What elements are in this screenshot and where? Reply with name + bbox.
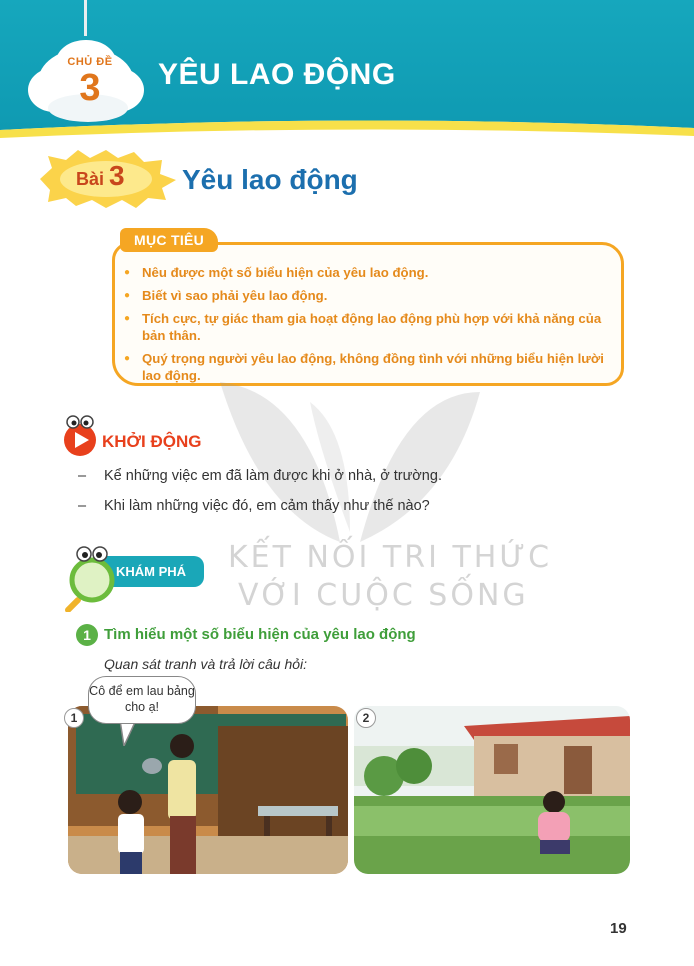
- page-number: 19: [610, 920, 627, 937]
- play-mascot-icon: [60, 414, 100, 458]
- section-instruction: Quan sát tranh và trả lời câu hỏi:: [104, 656, 308, 672]
- objective-item: ● Nêu được một số biểu hiện của yêu lao động.: [124, 264, 614, 281]
- watermark-line-1: KẾT NỐI TRI THỨC: [228, 540, 553, 575]
- lesson-word: Bài: [76, 169, 105, 189]
- watermark-logo-icon: [200, 372, 500, 552]
- dash: –: [78, 498, 87, 514]
- lesson-title: Yêu lao động: [182, 164, 358, 195]
- warmup-item: [78, 498, 430, 514]
- warmup-title: KHỞI ĐỘNG: [102, 432, 202, 451]
- lesson-label: [76, 160, 125, 192]
- picture-number: 2: [356, 708, 376, 728]
- speech-bubble: Cô để em lau bảng cho ạ!: [88, 676, 196, 724]
- warmup-item: [78, 468, 442, 484]
- lesson-number: 3: [109, 160, 125, 191]
- objective-item: ● Biết vì sao phải yêu lao động.: [124, 287, 614, 304]
- picture-number: 1: [64, 708, 84, 728]
- section-number-badge: 1: [76, 624, 98, 646]
- topic-number: 3: [79, 67, 101, 109]
- objective-item: ● Quý trọng người yêu lao động, không đồng tình với những biểu hiện lười lao động.: [124, 350, 614, 384]
- objectives-tag: MỤC TIÊU: [120, 228, 218, 252]
- discover-tag: KHÁM PHÁ: [98, 556, 204, 587]
- magnifier-mascot-icon: [64, 540, 134, 612]
- dash: –: [78, 468, 87, 484]
- warmup-text: Khi làm những việc đó, em cảm thấy như thế nào?: [104, 498, 430, 514]
- illustration-garden: [354, 706, 630, 874]
- warmup-text: Kể những việc em đã làm được khi ở nhà, ở trường.: [104, 468, 442, 484]
- section-title: Tìm hiểu một số biểu hiện của yêu lao động: [104, 626, 416, 643]
- watermark-line-2: VỚI CUỘC SỐNG: [238, 578, 529, 613]
- objective-item: ● Tích cực, tự giác tham gia hoạt động lao động phù hợp với khả năng của bản thân.: [124, 310, 614, 344]
- topic-title: YÊU LAO ĐỘNG: [158, 58, 396, 91]
- topic-label: CHỦ ĐỀ: [67, 56, 113, 68]
- illustration-classroom: [68, 706, 348, 874]
